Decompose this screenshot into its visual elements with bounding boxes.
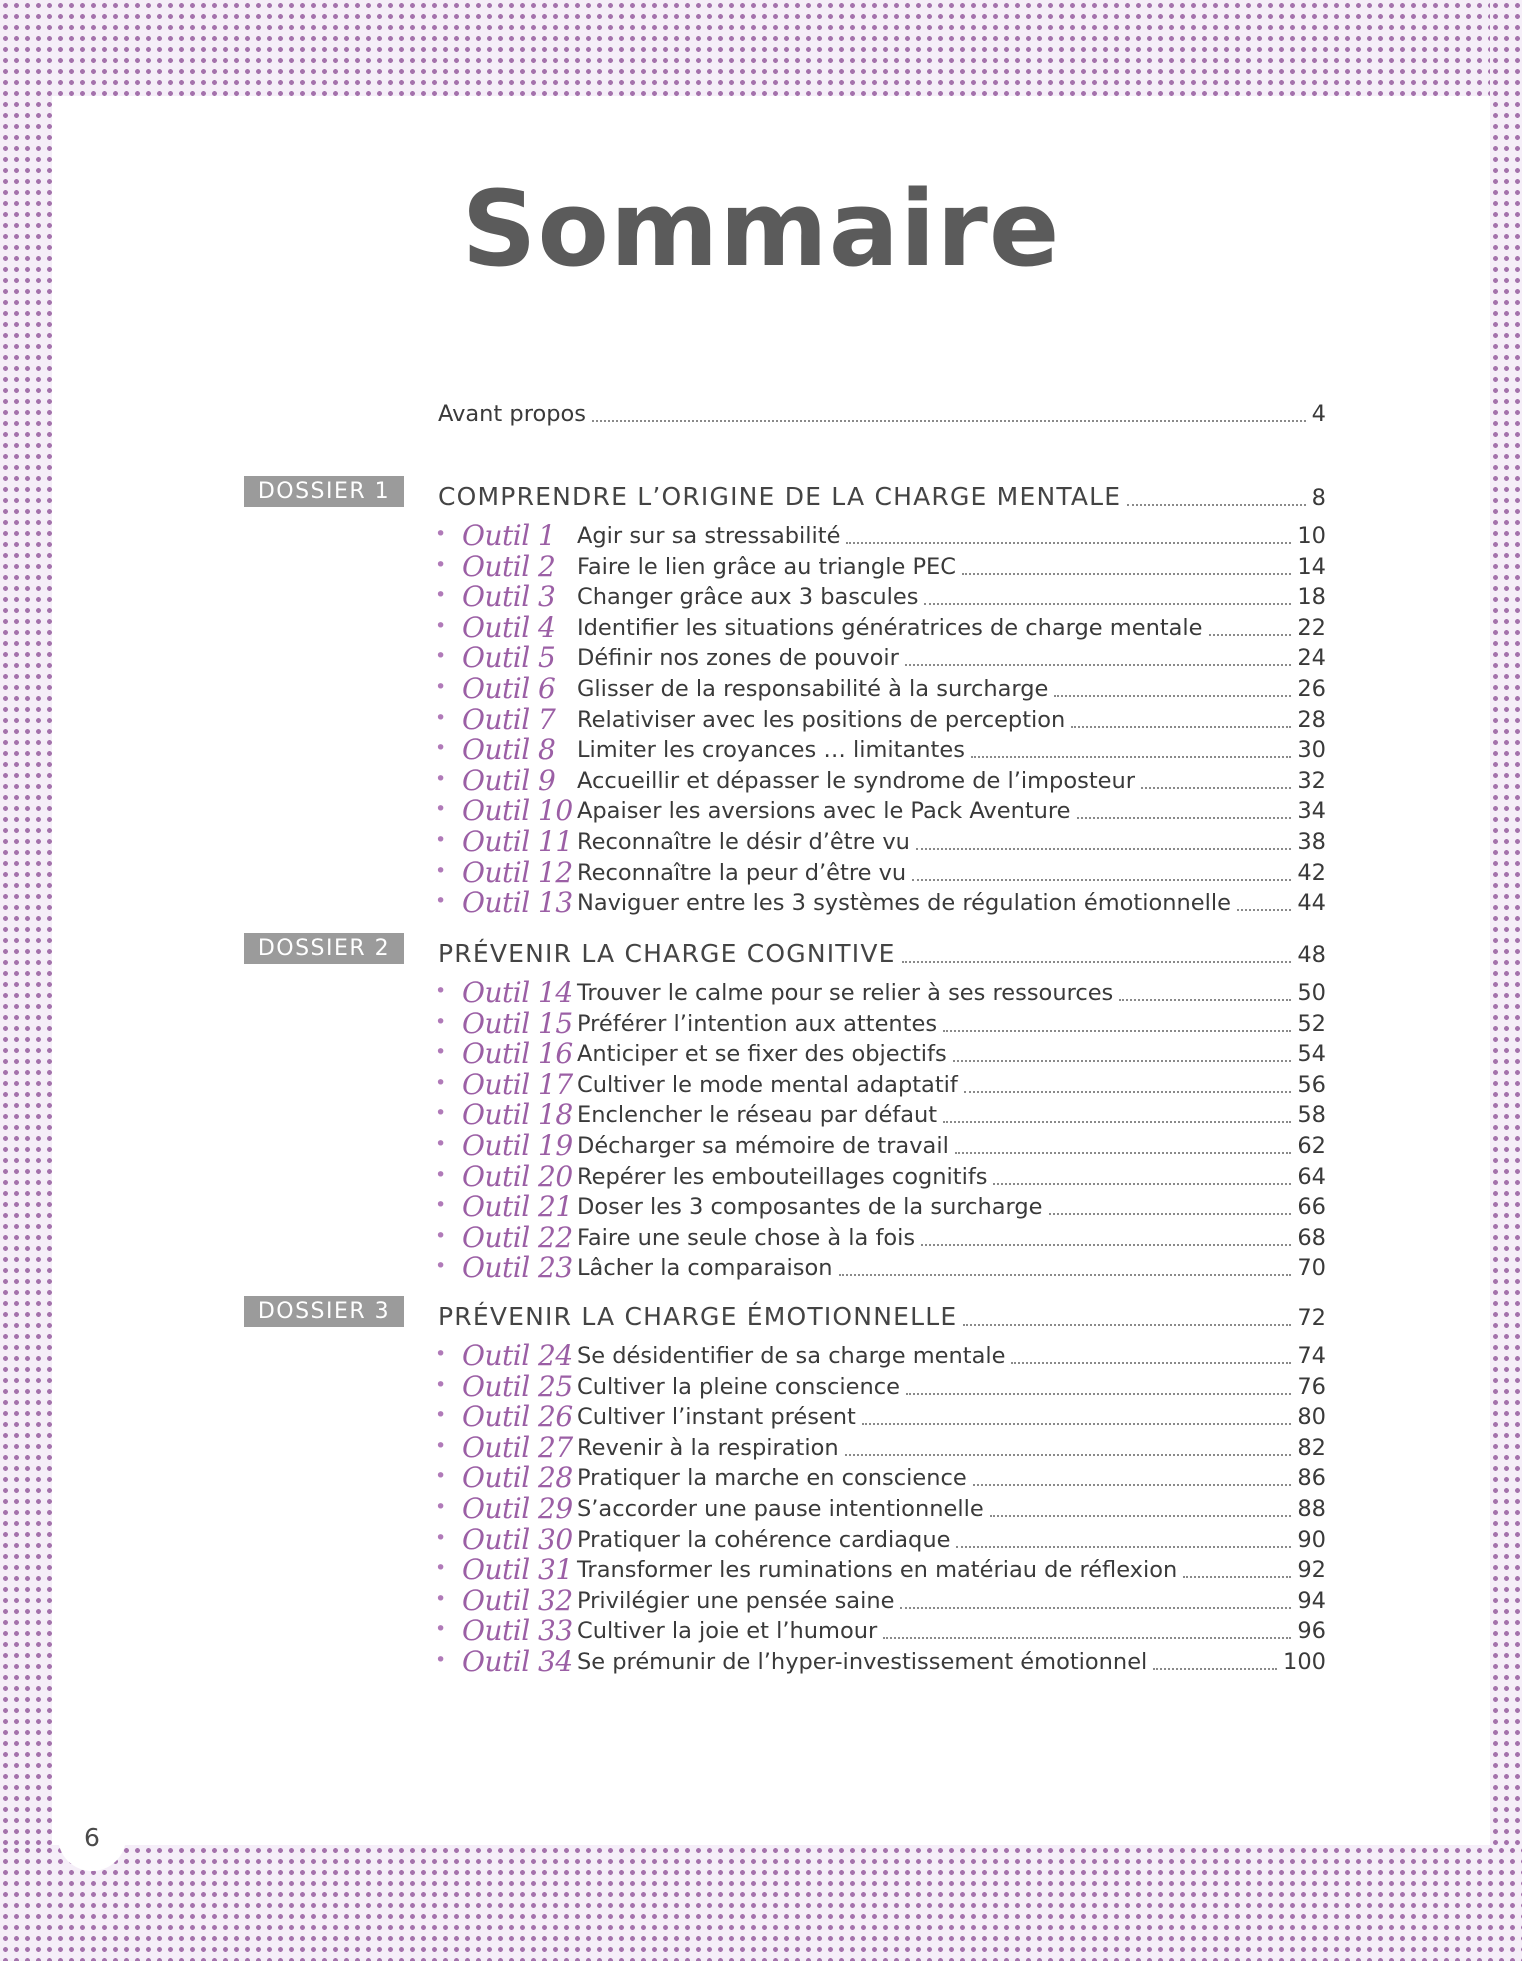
toc-item[interactable] (435, 548, 1326, 583)
toc-item[interactable] (435, 762, 1326, 797)
toc-item-entry (577, 1071, 1326, 1098)
toc-item[interactable] (435, 792, 1326, 827)
tool-number: Outil 24 (462, 1339, 573, 1372)
toc-item-entry (577, 1587, 1326, 1614)
toc-item-label: Naviguer entre les 3 systèmes de régulation émotionnelle (577, 889, 1231, 916)
toc-item-entry (577, 889, 1326, 916)
dossier-tag: DOSSIER 2 (244, 933, 404, 964)
dossier-page: 8 (1311, 484, 1326, 511)
bullet-icon: • (435, 1225, 447, 1247)
bullet-icon: • (435, 1649, 447, 1671)
tool-number: Outil 9 (462, 764, 556, 797)
toc-item-entry (577, 1163, 1326, 1190)
dot-leader (964, 1091, 1292, 1093)
dot-leader (955, 1152, 1292, 1154)
bullet-icon: • (435, 615, 447, 637)
toc-item-label: Trouver le calme pour se relier à ses ressources (577, 979, 1114, 1006)
dot-leader (839, 1274, 1292, 1276)
toc-item-entry (577, 1464, 1326, 1491)
tool-number: Outil 10 (462, 794, 573, 827)
toc-item-entry (577, 706, 1326, 733)
toc-item[interactable] (435, 670, 1326, 705)
toc-item[interactable] (435, 974, 1326, 1009)
tool-number: Outil 27 (462, 1431, 573, 1464)
toc-item-page: 50 (1297, 979, 1326, 1006)
toc-item-entry (577, 1403, 1326, 1430)
toc-item-page: 22 (1297, 614, 1326, 641)
toc-item[interactable] (435, 578, 1326, 613)
dot-leader (862, 1423, 1291, 1425)
toc-item-label: Reconnaître la peur d’être vu (577, 859, 907, 886)
tool-number: Outil 8 (462, 733, 556, 766)
toc-item[interactable] (435, 823, 1326, 858)
bullet-icon: • (435, 1102, 447, 1124)
toc-item-entry (577, 1101, 1326, 1128)
dot-leader (924, 603, 1291, 605)
toc-item[interactable] (435, 1643, 1326, 1678)
toc-item-label: Doser les 3 composantes de la surcharge (577, 1193, 1043, 1220)
tool-number: Outil 11 (462, 825, 573, 858)
dossier-tag: DOSSIER 3 (244, 1296, 404, 1327)
dotted-border-left (0, 0, 52, 1961)
toc-item-label: Préférer l’intention aux attentes (577, 1010, 938, 1037)
bullet-icon: • (435, 1133, 447, 1155)
dot-leader (1153, 1668, 1277, 1670)
dot-leader (943, 1121, 1291, 1123)
toc-item-entry (577, 1010, 1326, 1037)
dot-leader (1237, 909, 1291, 911)
toc-item-page: 44 (1297, 889, 1326, 916)
tool-number: Outil 30 (462, 1523, 573, 1556)
toc-item[interactable] (435, 639, 1326, 674)
dot-leader (1119, 999, 1291, 1001)
toc-item-page: 100 (1283, 1648, 1326, 1675)
toc-item-entry (577, 1254, 1326, 1281)
toc-item-entry (577, 1342, 1326, 1369)
toc-item[interactable] (435, 731, 1326, 766)
tool-number: Outil 14 (462, 976, 573, 1009)
toc-item-entry (577, 644, 1326, 671)
toc-item[interactable] (435, 1398, 1326, 1433)
bullet-icon: • (435, 1618, 447, 1640)
dot-leader (1209, 634, 1292, 636)
toc-item-label: Cultiver la joie et l’humour (577, 1617, 878, 1644)
dossier-entry (438, 484, 1326, 509)
toc-item[interactable] (435, 1188, 1326, 1223)
tool-number: Outil 25 (462, 1370, 573, 1403)
dot-leader (902, 961, 1292, 963)
bullet-icon: • (435, 1465, 447, 1487)
toc-item-entry (577, 1495, 1326, 1522)
toc-item-label: Cultiver la pleine conscience (577, 1373, 900, 1400)
toc-item-page: 64 (1297, 1163, 1326, 1190)
toc-item[interactable] (435, 1459, 1326, 1494)
toc-item-label: Limiter les croyances … limitantes (577, 736, 965, 763)
tool-number: Outil 34 (462, 1645, 573, 1678)
dossier-entry (438, 1304, 1326, 1329)
toc-item[interactable] (435, 1127, 1326, 1162)
toc-item[interactable] (435, 609, 1326, 644)
toc-item-page: 28 (1297, 706, 1326, 733)
dot-leader (990, 1515, 1292, 1517)
dotted-border-bottom (0, 1845, 1522, 1961)
bullet-icon: • (435, 1343, 447, 1365)
tool-number: Outil 18 (462, 1098, 573, 1131)
dossier-page: 48 (1297, 941, 1326, 968)
toc-item-label: Décharger sa mémoire de travail (577, 1132, 949, 1159)
bullet-icon: • (435, 1527, 447, 1549)
bullet-icon: • (435, 1404, 447, 1426)
tool-number: Outil 33 (462, 1614, 573, 1647)
dot-leader (912, 879, 1291, 881)
bullet-icon: • (435, 554, 447, 576)
toc-item[interactable] (435, 1582, 1326, 1617)
bullet-icon: • (435, 890, 447, 912)
toc-item-entry (577, 522, 1326, 549)
toc-item-label: S’accorder une pause intentionnelle (577, 1495, 984, 1522)
toc-item-entry (577, 828, 1326, 855)
dot-leader (592, 420, 1306, 422)
toc-item[interactable] (435, 884, 1326, 919)
toc-item-label: Enclencher le réseau par défaut (577, 1101, 938, 1128)
dot-leader (1054, 695, 1291, 697)
toc-item-entry (577, 1556, 1326, 1583)
toc-item-page: 88 (1297, 1495, 1326, 1522)
bullet-icon: • (435, 584, 447, 606)
toc-item-entry (577, 979, 1326, 1006)
toc-intro-page: 4 (1311, 400, 1326, 427)
dotted-border-right (1490, 0, 1522, 1961)
dot-leader (845, 1454, 1292, 1456)
toc-item-label: Agir sur sa stressabilité (577, 522, 841, 549)
toc-item-page: 26 (1297, 675, 1326, 702)
dossier-page: 72 (1297, 1304, 1326, 1331)
toc-item-page: 74 (1297, 1342, 1326, 1369)
dot-leader (905, 664, 1291, 666)
toc-item-page: 32 (1297, 767, 1326, 794)
toc-item-label: Se désidentifier de sa charge mentale (577, 1342, 1006, 1369)
toc-item-entry (577, 797, 1326, 824)
toc-item[interactable] (435, 1612, 1326, 1647)
toc-item-entry (577, 736, 1326, 763)
tool-number: Outil 4 (462, 611, 556, 644)
tool-number: Outil 26 (462, 1400, 573, 1433)
toc-item-page: 62 (1297, 1132, 1326, 1159)
tool-number: Outil 1 (462, 519, 556, 552)
dossier-entry (438, 941, 1326, 966)
bullet-icon: • (435, 1255, 447, 1277)
toc-item-entry (577, 614, 1326, 641)
toc-item-page: 34 (1297, 797, 1326, 824)
bullet-icon: • (435, 798, 447, 820)
toc-item-page: 18 (1297, 583, 1326, 610)
toc-item-page: 38 (1297, 828, 1326, 855)
bullet-icon: • (435, 707, 447, 729)
toc-item[interactable] (435, 854, 1326, 889)
toc-item-label: Cultiver l’instant présent (577, 1403, 856, 1430)
tool-number: Outil 15 (462, 1007, 573, 1040)
dot-leader (962, 573, 1291, 575)
dot-leader (993, 1183, 1291, 1185)
toc-item-label: Définir nos zones de pouvoir (577, 644, 899, 671)
toc-item[interactable] (435, 1368, 1326, 1403)
toc-item[interactable] (435, 1035, 1326, 1070)
toc-item-entry (577, 1373, 1326, 1400)
dot-leader (1077, 817, 1292, 819)
toc-item-entry (577, 1617, 1326, 1644)
toc-item-entry (577, 1040, 1326, 1067)
toc-item-label: Faire le lien grâce au triangle PEC (577, 553, 956, 580)
toc-item-entry (577, 1648, 1326, 1675)
dot-leader (963, 1324, 1291, 1326)
toc-intro-row[interactable] (438, 395, 1326, 425)
toc-item[interactable] (435, 1337, 1326, 1372)
toc-item-label: Cultiver le mode mental adaptatif (577, 1071, 958, 1098)
tool-number: Outil 29 (462, 1492, 573, 1525)
dotted-border-top (0, 0, 1522, 96)
toc-item-label: Changer grâce aux 3 bascules (577, 583, 919, 610)
dossier-tag: DOSSIER 1 (244, 476, 404, 507)
toc-item[interactable] (435, 1096, 1326, 1131)
toc-item-label: Reconnaître le désir d’être vu (577, 828, 910, 855)
toc-item-page: 70 (1297, 1254, 1326, 1281)
bullet-icon: • (435, 1041, 447, 1063)
toc-item-entry (577, 767, 1326, 794)
tool-number: Outil 3 (462, 580, 556, 613)
toc-item-page: 66 (1297, 1193, 1326, 1220)
tool-number: Outil 16 (462, 1037, 573, 1070)
dot-leader (1183, 1576, 1291, 1578)
bullet-icon: • (435, 1374, 447, 1396)
bullet-icon: • (435, 523, 447, 545)
toc-item[interactable] (435, 517, 1326, 552)
tool-number: Outil 13 (462, 886, 573, 919)
bullet-icon: • (435, 1164, 447, 1186)
toc-item-page: 54 (1297, 1040, 1326, 1067)
bullet-icon: • (435, 645, 447, 667)
dot-leader (971, 756, 1291, 758)
bullet-icon: • (435, 1072, 447, 1094)
bullet-icon: • (435, 1194, 447, 1216)
bullet-icon: • (435, 1496, 447, 1518)
toc-intro-entry (438, 400, 1326, 427)
tool-number: Outil 20 (462, 1160, 573, 1193)
toc-item-entry (577, 859, 1326, 886)
toc-item-page: 68 (1297, 1224, 1326, 1251)
bullet-icon: • (435, 1557, 447, 1579)
toc-item-label: Pratiquer la marche en conscience (577, 1464, 967, 1491)
dossier-title-row[interactable] (438, 1295, 1326, 1329)
dossier-title: COMPRENDRE L’ORIGINE DE LA CHARGE MENTALE (438, 482, 1122, 511)
toc-item-entry (577, 553, 1326, 580)
toc-item-label: Apaiser les aversions avec le Pack Aventure (577, 797, 1071, 824)
toc-item[interactable] (435, 1158, 1326, 1193)
toc-item-page: 80 (1297, 1403, 1326, 1430)
toc-item[interactable] (435, 1490, 1326, 1525)
toc-item-entry (577, 675, 1326, 702)
dot-leader (1049, 1213, 1292, 1215)
toc-item-page: 58 (1297, 1101, 1326, 1128)
toc-item-label: Accueillir et dépasser le syndrome de l’imposteur (577, 767, 1136, 794)
dossier-title: PRÉVENIR LA CHARGE ÉMOTIONNELLE (438, 1302, 958, 1331)
bullet-icon: • (435, 1435, 447, 1457)
bullet-icon: • (435, 737, 447, 759)
toc-item-label: Repérer les embouteillages cognitifs (577, 1163, 988, 1190)
tool-number: Outil 32 (462, 1584, 573, 1617)
tool-number: Outil 12 (462, 856, 573, 889)
toc-item-label: Privilégier une pensée saine (577, 1587, 895, 1614)
tool-number: Outil 31 (462, 1553, 573, 1586)
toc-item-label: Glisser de la responsabilité à la surcharge (577, 675, 1049, 702)
toc-item[interactable] (435, 1429, 1326, 1464)
dot-leader (943, 1030, 1291, 1032)
dot-leader (921, 1244, 1291, 1246)
toc-item-label: Anticiper et se fixer des objectifs (577, 1040, 947, 1067)
toc-item-label: Pratiquer la cohérence cardiaque (577, 1526, 951, 1553)
toc-item-page: 56 (1297, 1071, 1326, 1098)
toc-item[interactable] (435, 1066, 1326, 1101)
toc-item-entry (577, 1132, 1326, 1159)
dot-leader (956, 1546, 1291, 1548)
tool-number: Outil 21 (462, 1190, 573, 1223)
tool-number: Outil 19 (462, 1129, 573, 1162)
toc-item-label: Faire une seule chose à la fois (577, 1224, 916, 1251)
bullet-icon: • (435, 829, 447, 851)
dot-leader (1127, 504, 1305, 506)
tool-number: Outil 23 (462, 1251, 573, 1284)
toc-intro-label: Avant propos (438, 400, 586, 427)
toc-item-page: 52 (1297, 1010, 1326, 1037)
dot-leader (973, 1484, 1292, 1486)
dot-leader (846, 542, 1291, 544)
dot-leader (900, 1607, 1291, 1609)
toc-item-entry (577, 583, 1326, 610)
toc-item-label: Transformer les ruminations en matériau de réflexion (577, 1556, 1178, 1583)
toc-item-label: Revenir à la respiration (577, 1434, 839, 1461)
bullet-icon: • (435, 1011, 447, 1033)
toc-item-label: Se prémunir de l’hyper-investissement émotionnel (577, 1648, 1148, 1675)
dot-leader (906, 1393, 1291, 1395)
toc-item-page: 82 (1297, 1434, 1326, 1461)
toc-item-page: 86 (1297, 1464, 1326, 1491)
tool-number: Outil 6 (462, 672, 556, 705)
dossier-title-row[interactable] (438, 475, 1326, 509)
toc-item[interactable] (435, 701, 1326, 736)
toc-item-page: 76 (1297, 1373, 1326, 1400)
bullet-icon: • (435, 980, 447, 1002)
bullet-icon: • (435, 1588, 447, 1610)
toc-item-page: 24 (1297, 644, 1326, 671)
toc-item-page: 92 (1297, 1556, 1326, 1583)
toc-item-page: 94 (1297, 1587, 1326, 1614)
page-title: Sommaire (461, 168, 1061, 290)
dot-leader (916, 848, 1291, 850)
toc-item-page: 96 (1297, 1617, 1326, 1644)
dot-leader (1011, 1362, 1291, 1364)
dot-leader (883, 1637, 1291, 1639)
toc-item-page: 42 (1297, 859, 1326, 886)
tool-number: Outil 22 (462, 1221, 573, 1254)
bullet-icon: • (435, 860, 447, 882)
tool-number: Outil 2 (462, 550, 556, 583)
toc-item-entry (577, 1193, 1326, 1220)
toc-item-entry (577, 1434, 1326, 1461)
toc-item-page: 14 (1297, 553, 1326, 580)
tool-number: Outil 7 (462, 703, 556, 736)
dot-leader (1071, 726, 1291, 728)
toc-item[interactable] (435, 1219, 1326, 1254)
dot-leader (953, 1060, 1292, 1062)
toc-item-label: Identifier les situations génératrices de charge mentale (577, 614, 1203, 641)
toc-item[interactable] (435, 1521, 1326, 1556)
toc-item-entry (577, 1224, 1326, 1251)
tool-number: Outil 17 (462, 1068, 573, 1101)
dossier-title-row[interactable] (438, 932, 1326, 966)
toc-item-page: 30 (1297, 736, 1326, 763)
dot-leader (1141, 787, 1291, 789)
toc-item-label: Lâcher la comparaison (577, 1254, 833, 1281)
toc-item-entry (577, 1526, 1326, 1553)
toc-item[interactable] (435, 1249, 1326, 1284)
toc-item-page: 10 (1297, 522, 1326, 549)
dossier-title: PRÉVENIR LA CHARGE COGNITIVE (438, 939, 896, 968)
toc-item[interactable] (435, 1551, 1326, 1586)
toc-item-page: 90 (1297, 1526, 1326, 1553)
page-number: 6 (58, 1803, 126, 1871)
bullet-icon: • (435, 676, 447, 698)
tool-number: Outil 5 (462, 641, 556, 674)
toc-item[interactable] (435, 1005, 1326, 1040)
bullet-icon: • (435, 768, 447, 790)
tool-number: Outil 28 (462, 1461, 573, 1494)
toc-item-label: Relativiser avec les positions de perception (577, 706, 1066, 733)
